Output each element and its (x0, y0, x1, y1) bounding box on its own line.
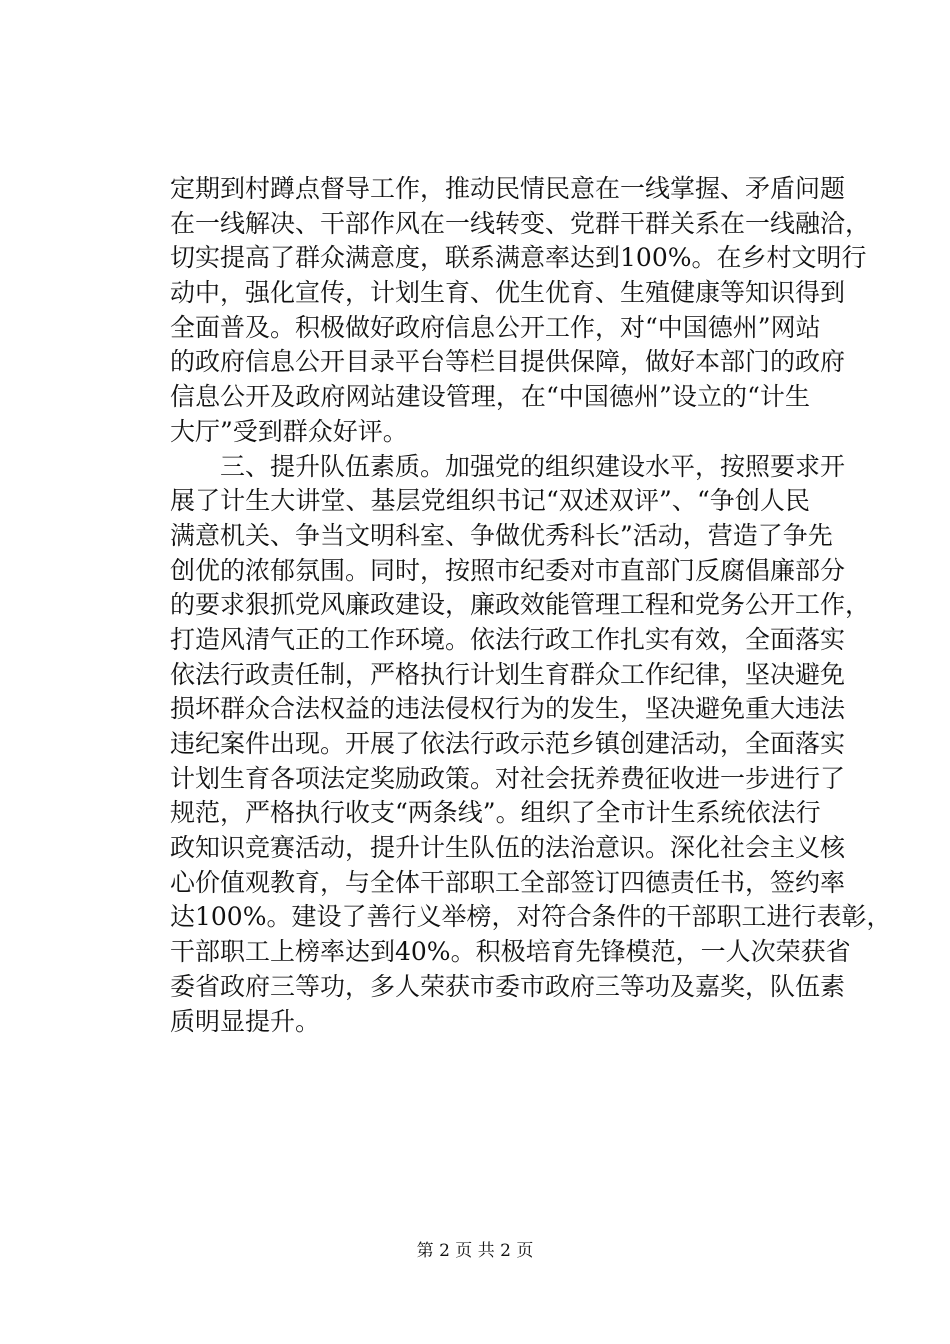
text-line: 切实提高了群众满意度，联系满意率达到100%。在乡村文明行 (170, 243, 867, 273)
text-line: 在一线解决、干部作风在一线转变、党群干群关系在一线融洽， (170, 208, 871, 238)
text-line: 打造风清气正的工作环境。依法行政工作扎实有效，全面落实 (170, 624, 846, 654)
section-heading-line: 三、提升队伍素质。加强党的组织建设水平，按照要求开 (220, 451, 846, 481)
page-footer (0, 1240, 950, 1262)
text-line: 的要求狠抓党风廉政建设，廉政效能管理工程和党务公开工作， (170, 590, 871, 620)
text-line: 干部职工上榜率达到40%。积极培育先锋模范，一人次荣获省 (170, 937, 851, 967)
text-line: 全面普及。积极做好政府信息公开工作，对“中国德州”网站 (170, 312, 821, 342)
text-line: 心价值观教育，与全体干部职工全部签订四德责任书，签约率 (170, 867, 846, 897)
text-line: 定期到村蹲点督导工作，推动民情民意在一线掌握、矛盾问题 (170, 174, 846, 203)
text-line: 违纪案件出现。开展了依法行政示范乡镇创建活动，全面落实 (170, 729, 846, 758)
page-number-label: 第 2 页 共 2 页 (416, 1241, 534, 1261)
text-line: 委省政府三等功，多人荣获市委市政府三等功及嘉奖，队伍素 (170, 971, 846, 1001)
text-line: 计划生育各项法定奖励政策。对社会抚养费征收进一步进行了 (170, 763, 846, 793)
text-line: 展了计生大讲堂、基层党组织书记“双述双评”、“争创人民 (170, 486, 810, 516)
text-line: 规范，严格执行收支“两条线”。组织了全市计生系统依法行 (170, 798, 821, 828)
text-line: 依法行政责任制，严格执行计划生育群众工作纪律，坚决避免 (170, 659, 846, 689)
text-line: 创优的浓郁氛围。同时，按照市纪委对市直部门反腐倡廉部分 (170, 555, 846, 585)
text-line: 满意机关、争当文明科室、争做优秀科长”活动，营造了争先 (170, 520, 833, 550)
body-text (170, 172, 892, 1039)
text-line: 政知识竞赛活动，提升计生队伍的法治意识。深化社会主义核 (170, 833, 846, 863)
text-line: 损坏群众合法权益的违法侵权行为的发生，坚决避免重大违法 (170, 694, 846, 724)
text-line: 大厅”受到群众好评。 (170, 416, 408, 446)
text-line: 信息公开及政府网站建设管理，在“中国德州”设立的“计生 (170, 382, 810, 412)
text-line: 达100%。建设了善行义举榜，对符合条件的干部职工进行表彰， (170, 902, 892, 932)
text-line: 动中，强化宣传，计划生育、优生优育、生殖健康等知识得到 (170, 278, 846, 308)
text-line: 的政府信息公开目录平台等栏目提供保障，做好本部门的政府 (170, 347, 846, 377)
text-line: 质明显提升。 (170, 1006, 321, 1036)
